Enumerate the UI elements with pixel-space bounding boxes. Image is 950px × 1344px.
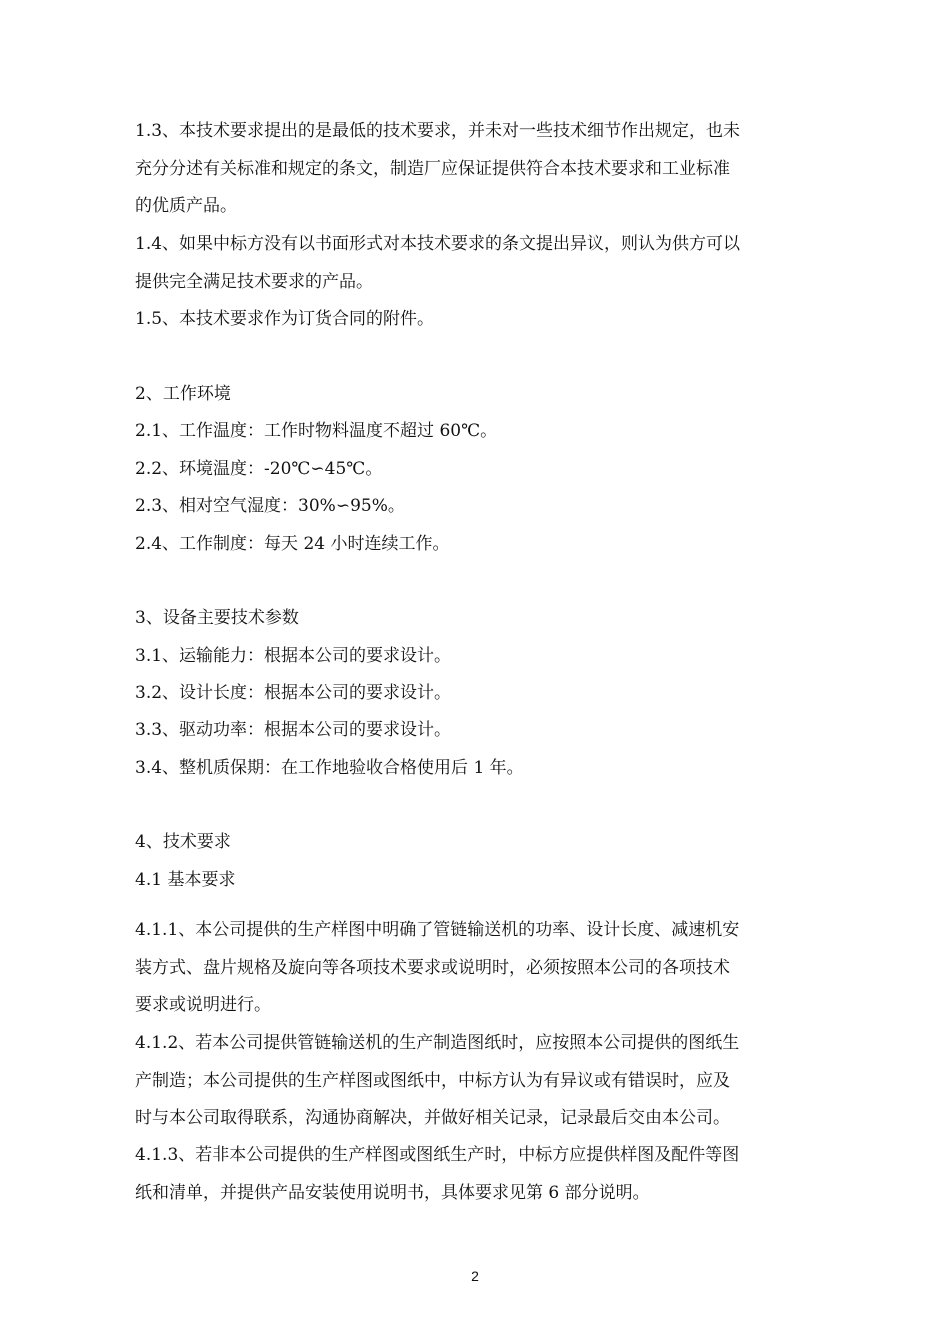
heading-text: 3、设备主要技术参数 xyxy=(135,608,299,628)
text-line: 3.2、设计长度：根据本公司的要求设计。 xyxy=(135,683,452,703)
text-line: 3.1、运输能力：根据本公司的要求设计。 xyxy=(135,646,452,666)
paragraph-2-2 xyxy=(135,451,835,489)
text-line: 提供完全满足技术要求的产品。 xyxy=(135,271,373,292)
subsection-heading-4-1 xyxy=(135,862,835,900)
text-line: 2.2、环境温度：-20℃∽45℃。 xyxy=(135,459,383,479)
paragraph-3-3 xyxy=(135,712,835,750)
text-line: 纸和清单，并提供产品安装使用说明书，具体要求见第 6 部分说明。 xyxy=(135,1182,650,1203)
text-line: 的优质产品。 xyxy=(135,196,237,216)
text-line: 3.3、驱动功率：根据本公司的要求设计。 xyxy=(135,720,452,740)
section-heading-2 xyxy=(135,376,835,414)
text-line: 1.3、本技术要求提出的是最低的技术要求，并未对一些技术细节作出规定，也未 xyxy=(135,121,741,141)
text-line: 1.5、本技术要求作为订货合同的附件。 xyxy=(135,309,435,329)
text-line: 4.1.2、若本公司提供管链输送机的生产制造图纸时，应按照本公司提供的图纸生 xyxy=(135,1033,740,1053)
paragraph-3-2 xyxy=(135,675,835,713)
text-line: 2.3、相对空气湿度：30%∽95%。 xyxy=(135,496,405,516)
text-line: 时与本公司取得联系，沟通协商解决，并做好相关记录，记录最后交由本公司。 xyxy=(135,1108,730,1128)
paragraph-2-3 xyxy=(135,488,835,526)
heading-text: 2、工作环境 xyxy=(135,384,231,404)
text-line: 产制造；本公司提供的生产样图或图纸中，中标方认为有异议或有错误时，应及 xyxy=(135,1070,730,1091)
paragraph-2-1 xyxy=(135,413,835,451)
text-line: 4.1.1、本公司提供的生产样图中明确了管链输送机的功率、设计长度、减速机安 xyxy=(135,920,740,940)
text-line: 3.4、整机质保期：在工作地验收合格使用后 1 年。 xyxy=(135,758,524,778)
text-line: 2.4、工作制度：每天 24 小时连续工作。 xyxy=(135,534,450,554)
paragraph-3-4 xyxy=(135,750,835,788)
text-line: 要求或说明进行。 xyxy=(135,995,271,1015)
text-line: 1.4、如果中标方没有以书面形式对本技术要求的条文提出异议，则认为供方可以 xyxy=(135,234,741,254)
heading-text: 4.1 基本要求 xyxy=(135,870,236,890)
paragraph-4-1-1 xyxy=(135,912,835,1025)
paragraph-1-4 xyxy=(135,226,835,301)
text-line: 2.1、工作温度：工作时物料温度不超过 60℃。 xyxy=(135,421,498,441)
paragraph-1-3 xyxy=(135,113,835,226)
paragraph-4-1-2 xyxy=(135,1025,835,1138)
heading-text: 4、技术要求 xyxy=(135,832,231,852)
text-line: 充分分述有关标准和规定的条文，制造厂应保证提供符合本技术要求和工业标准 xyxy=(135,158,730,179)
paragraph-2-4 xyxy=(135,526,835,564)
section-heading-3 xyxy=(135,600,835,638)
paragraph-1-5 xyxy=(135,301,835,339)
text-line: 装方式、盘片规格及旋向等各项技术要求或说明时，必须按照本公司的各项技术 xyxy=(135,957,730,978)
paragraph-3-1 xyxy=(135,638,835,676)
paragraph-4-1-3 xyxy=(135,1137,835,1212)
text-line: 4.1.3、若非本公司提供的生产样图或图纸生产时，中标方应提供样图及配件等图 xyxy=(135,1145,740,1165)
section-heading-4 xyxy=(135,824,835,862)
page-number: 2 xyxy=(471,1268,479,1284)
